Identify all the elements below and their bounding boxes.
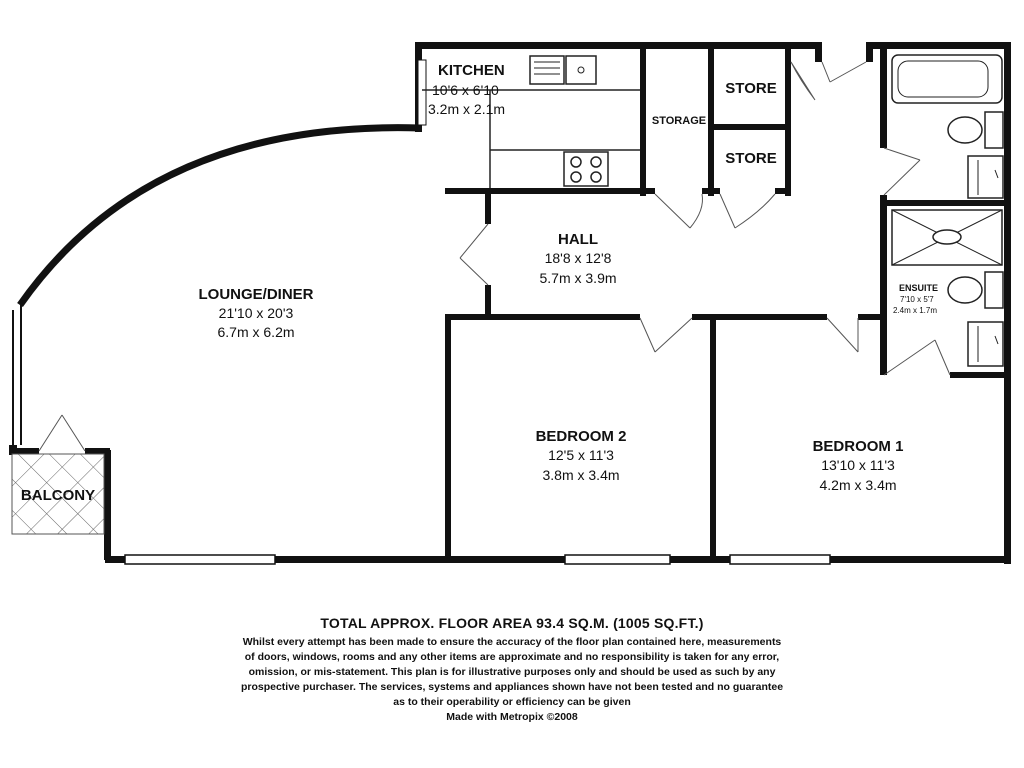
ensuite-toilet-icon <box>948 272 1003 308</box>
disclaimer-line: as to their operability or efficiency can be given <box>393 696 631 708</box>
hall-name: HALL <box>558 231 598 248</box>
ensuite-dim-imperial: 7'10 x 5'7 <box>900 295 934 304</box>
lounge-name: LOUNGE/DINER <box>198 286 314 303</box>
kitchen-dim-imperial: 10'6 x 6'10 <box>432 82 499 98</box>
lounge-dim-metric: 6.7m x 6.2m <box>217 324 295 340</box>
sink-icon <box>530 56 596 84</box>
basin-icon <box>968 156 1003 198</box>
kitchen-dim-metric: 3.2m x 2.1m <box>428 101 506 117</box>
store1-name: STORE <box>725 80 777 97</box>
footer <box>0 615 1024 725</box>
room-label-hall <box>539 231 616 286</box>
bathtub-icon <box>892 55 1002 103</box>
bedroom1-dim-metric: 4.2m x 3.4m <box>819 477 897 493</box>
ensuite-dim-metric: 2.4m x 1.7m <box>893 306 938 315</box>
copyright: Made with Metropix ©2008 <box>446 711 578 723</box>
bathroom-fittings <box>892 55 1003 366</box>
ensuite-name: ENSUITE <box>899 283 939 293</box>
room-label-lounge <box>198 286 313 340</box>
doors <box>39 62 950 451</box>
room-label-bedroom2 <box>536 428 627 483</box>
storage-name: STORAGE <box>651 115 707 127</box>
balcony-name: BALCONY <box>20 487 96 504</box>
lounge-dim-imperial: 21'10 x 20'3 <box>218 305 294 321</box>
room-label-kitchen <box>428 62 505 117</box>
room-label-ensuite <box>893 283 938 315</box>
hob-icon <box>564 152 608 186</box>
disclaimer-line: omission, or mis-statement. This plan is for illustrative purposes only and should be used as such by any <box>248 666 776 678</box>
bedroom1-dim-imperial: 13'10 x 11'3 <box>821 457 895 473</box>
bedroom2-dim-imperial: 12'5 x 11'3 <box>548 447 614 463</box>
disclaimer-line: Whilst every attempt has been made to ensure the accuracy of the floor plan contained here, measurements <box>242 636 782 648</box>
bedroom2-dim-metric: 3.8m x 3.4m <box>542 467 620 483</box>
disclaimer-line: of doors, windows, rooms and any other items are approximate and no responsibility is taken for any error, <box>244 651 780 663</box>
bedroom2-name: BEDROOM 2 <box>535 428 627 445</box>
shower-icon <box>892 210 1002 265</box>
ensuite-basin-icon <box>968 322 1003 366</box>
hall-dim-imperial: 18'8 x 12'8 <box>544 250 612 266</box>
toilet-icon <box>948 112 1003 148</box>
disclaimer-line: prospective purchaser. The services, systems and appliances shown have not been tested and no guarantee <box>240 681 784 693</box>
hall-dim-metric: 5.7m x 3.9m <box>539 270 617 286</box>
room-label-bedroom1 <box>813 438 904 493</box>
total-floor-area: TOTAL APPROX. FLOOR AREA 93.4 SQ.M. (1005 SQ.FT.) <box>320 615 704 631</box>
bedroom1-name: BEDROOM 1 <box>812 438 904 455</box>
kitchen-name: KITCHEN <box>438 62 505 79</box>
store2-name: STORE <box>725 150 777 167</box>
